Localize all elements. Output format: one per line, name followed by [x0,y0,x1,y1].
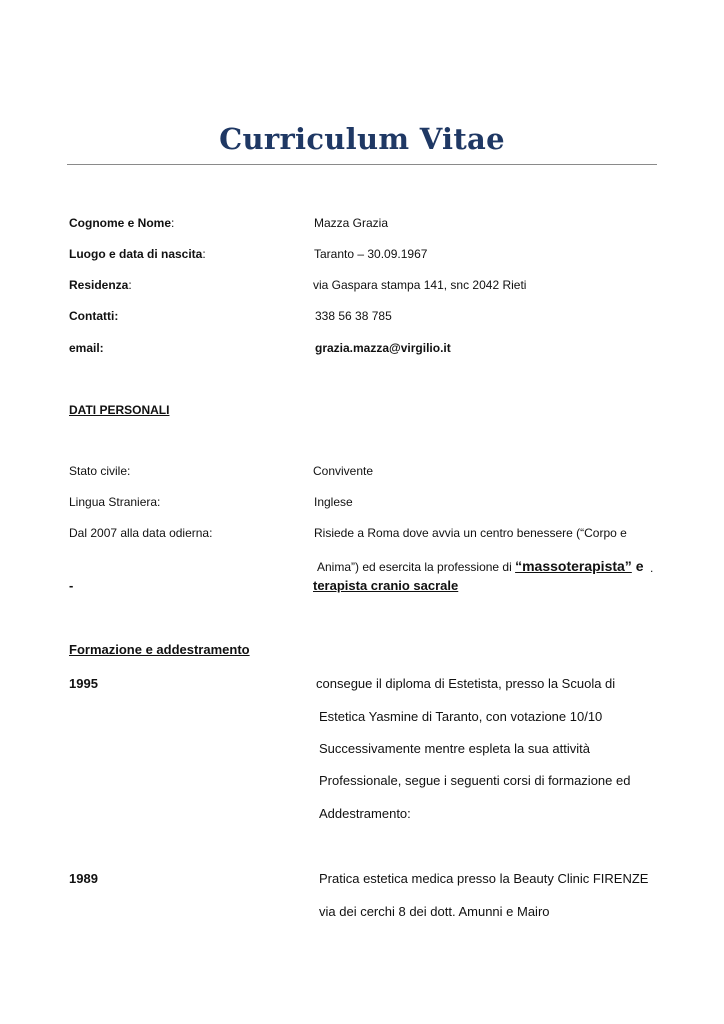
training-line: Addestramento: [319,806,411,821]
training-line: via dei cerchi 8 dei dott. Amunni e Mairo [319,904,550,919]
field-value-birth: Taranto – 30.09.1967 [314,247,428,261]
field-label-name: Cognome e Nome: [69,216,175,230]
field-value-name: Mazza Grazia [314,216,389,230]
field-value-since-2007: Risiede a Roma dove avvia un centro benessere (“Corpo e [314,526,627,540]
field-label-residence: Residenza: [69,278,132,292]
training-year: 1989 [69,871,98,886]
title-divider [67,164,657,165]
field-label-birth: Luogo e data di nascita: [69,247,206,261]
trailing-mark: . [650,561,654,575]
profession-highlight: “massoterapista” [515,558,632,574]
training-line: Pratica estetica medica presso la Beauty Clinic FIRENZE [319,871,649,886]
field-label-since-2007: Dal 2007 alla data odierna: [69,526,213,540]
training-line: Estetica Yasmine di Taranto, con votazione 10/10 [319,709,603,724]
field-label-contacts: Contatti: [69,309,119,323]
section-heading-training: Formazione e addestramento [69,642,250,657]
field-value-email[interactable]: grazia.mazza@virgilio.it [315,341,451,355]
list-dash: - [69,578,74,593]
field-value-contacts: 338 56 38 785 [315,309,392,323]
field-label-language: Lingua Straniera: [69,495,161,509]
profession-line-2: terapista cranio sacrale [313,578,459,593]
field-value-language: Inglese [314,495,353,509]
field-value-marital: Convivente [313,464,374,478]
document-title: Curriculum Vitae [219,122,505,156]
training-line: Successivamente mentre espleta la sua attività [319,741,590,756]
training-line: consegue il diploma di Estetista, presso la Scuola di [316,676,616,691]
training-year: 1995 [69,676,98,691]
profession-line: Anima”) ed esercita la professione di “massoterapista” e [317,558,644,574]
field-value-residence: via Gaspara stampa 141, snc 2042 Rieti [313,278,527,292]
training-line: Professionale, segue i seguenti corsi di formazione ed [319,773,631,788]
field-label-email: email: [69,341,104,355]
section-heading-personal: DATI PERSONALI [69,403,170,417]
field-label-marital: Stato civile: [69,464,131,478]
